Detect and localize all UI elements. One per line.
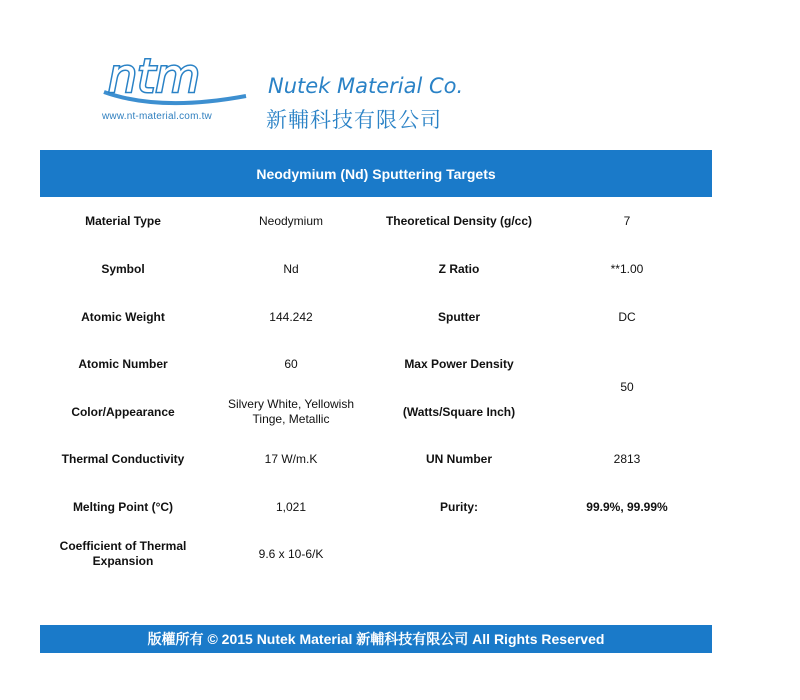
color-appearance-value: Silvery White, Yellowish Tinge, Metallic [227, 397, 355, 426]
thermal-expansion-label: Coefficient of Thermal Expansion [59, 539, 187, 568]
un-number-label: UN Number [425, 452, 492, 466]
copyright-text: 版權所有 © 2015 Nutek Material 新輔科技有限公司 All Rights Reserved [147, 631, 605, 647]
material-type-value: Neodymium [258, 214, 324, 228]
material-type-label: Material Type [85, 214, 161, 228]
company-logo [100, 52, 520, 142]
melting-point-label: Melting Point (°C) [72, 500, 174, 514]
atomic-weight-value: 144.242 [269, 310, 313, 324]
purity-label: Purity: [439, 500, 478, 514]
max-power-density-label: Max Power Density [404, 357, 514, 371]
atomic-number-value: 60 [284, 357, 298, 371]
purity-value: 99.9%, 99.99% [586, 500, 668, 514]
logo-letters: ntm [108, 52, 200, 103]
symbol-value: Nd [283, 262, 299, 276]
max-power-density-units: (Watts/Square Inch) [402, 405, 516, 419]
company-name-zh: 新輔科技有限公司 [266, 108, 442, 132]
max-power-density-value: 50 [620, 380, 634, 394]
un-number-value: 2813 [613, 452, 641, 466]
title-banner [40, 150, 712, 197]
ntm-logo-mark [100, 52, 250, 108]
color-appearance-label: Color/Appearance [71, 405, 175, 419]
thermal-conductivity-value: 17 W/m.K [264, 452, 318, 466]
logo-url: www.nt-material.com.tw [102, 111, 212, 122]
density-value: 7 [623, 214, 631, 228]
sputter-label: Sputter [438, 310, 480, 324]
z-ratio-value: **1.00 [610, 262, 644, 276]
symbol-label: Symbol [101, 262, 145, 276]
page-title: Neodymium (Nd) Sputtering Targets [256, 165, 496, 182]
z-ratio-label: Z Ratio [438, 262, 480, 276]
atomic-number-label: Atomic Number [78, 357, 168, 371]
footer-banner [40, 625, 712, 653]
company-name-en: Nutek Material Co. [268, 74, 464, 98]
melting-point-value: 1,021 [275, 500, 307, 514]
thermal-conductivity-label: Thermal Conductivity [61, 452, 185, 466]
thermal-expansion-value: 9.6 x 10-6/K [258, 547, 324, 561]
atomic-weight-label: Atomic Weight [81, 310, 165, 324]
sputter-value: DC [618, 310, 636, 324]
density-label: Theoretical Density (g/cc) [385, 214, 533, 228]
